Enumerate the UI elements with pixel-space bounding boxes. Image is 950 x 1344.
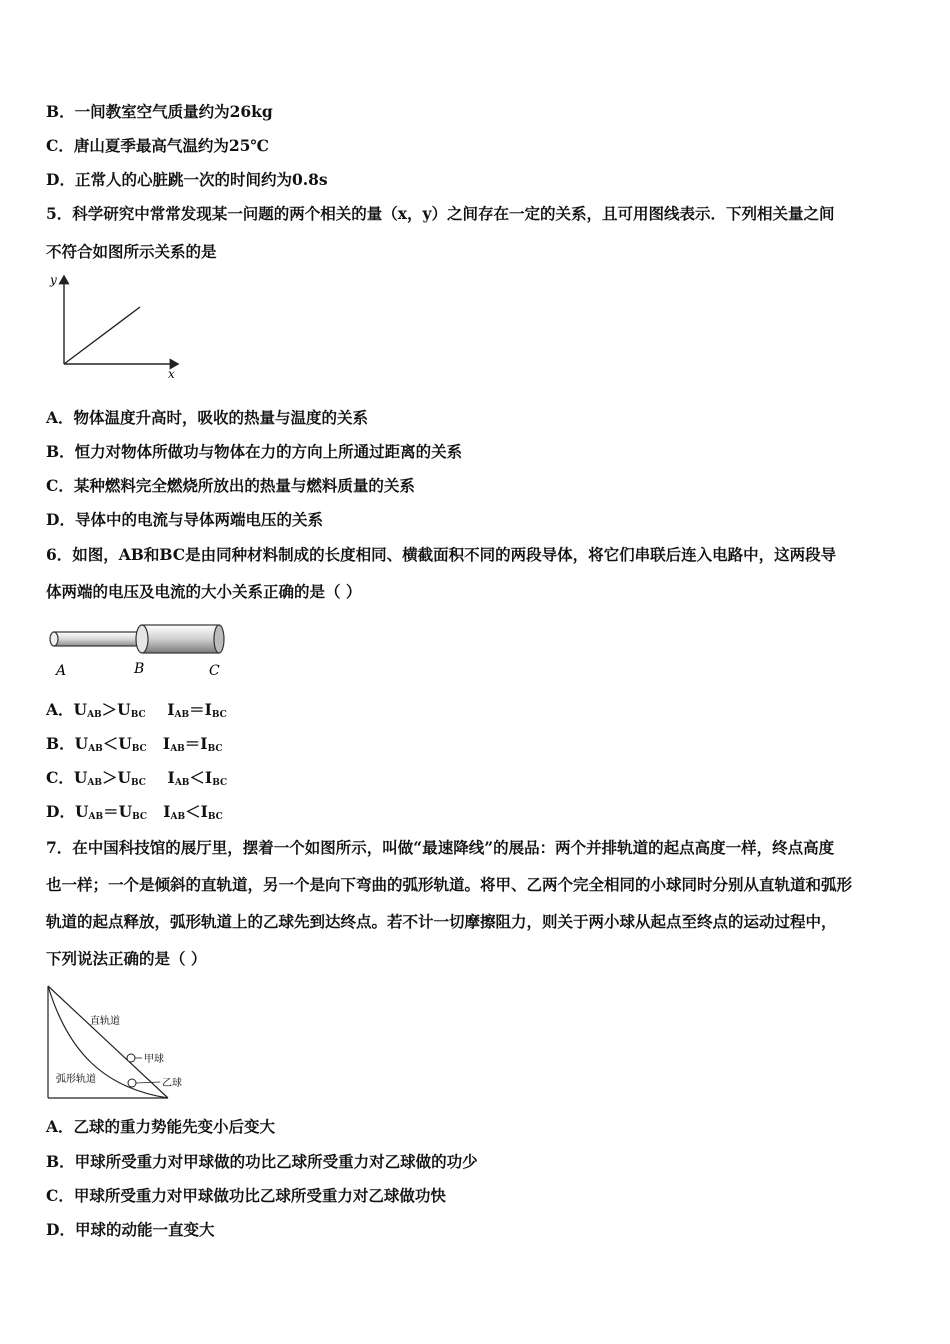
q5-option-c: C．某种燃料完全燃烧所放出的热量与燃料质量的关系 bbox=[46, 476, 415, 495]
point-c-label: C bbox=[209, 663, 220, 679]
q5-stem-line1: 5．科学研究中常常发现某一问题的两个相关的量（x，y）之间存在一定的关系，且可用图线表示．下列相关量之间 bbox=[46, 204, 835, 223]
q7-option-b: B．甲球所受重力对甲球做的功比乙球所受重力对乙球做的功少 bbox=[46, 1152, 478, 1171]
q7-stem-line3: 轨道的起点释放，弧形轨道上的乙球先到达终点。若不计一切摩擦阻力，则关于两小球从起点至终点的运动过程中， bbox=[46, 912, 837, 931]
q6-stem-line1: 6．如图，AB和BC是由同种材料制成的长度相同、横截面积不同的两段导体，将它们串联后连入电路中，这两段导 bbox=[46, 545, 837, 564]
q4-option-b: B．一间教室空气质量约为26kg bbox=[46, 102, 273, 121]
y-axis-label: y bbox=[50, 273, 57, 287]
q6-option-d: D．$U_{AB}=U_{BC}$ $I_{AB}<I_{BC}$ bbox=[46, 802, 223, 822]
q7-stem-line1: 7．在中国科技馆的展厅里，摆着一个如图所示，叫做“最速降线”的展品：两个并排轨道的起点高度一样，终点高度 bbox=[46, 838, 835, 857]
conductor-ab-end bbox=[50, 632, 58, 646]
q7-option-c: C．甲球所受重力对甲球做功比乙球所受重力对乙球做功快 bbox=[46, 1186, 446, 1205]
q4-option-c: C．唐山夏季最高气温约为25℃ bbox=[46, 136, 269, 155]
q7-option-a: A．乙球的重力势能先变小后变大 bbox=[46, 1117, 276, 1136]
q6-conductor-figure bbox=[44, 616, 234, 682]
label-arc-track: 弧形轨道 bbox=[56, 1074, 96, 1085]
q7-option-d: D．甲球的动能一直变大 bbox=[46, 1220, 215, 1239]
proportional-line bbox=[64, 307, 140, 364]
point-b-label: B bbox=[134, 661, 145, 677]
conductor-bc-end bbox=[214, 625, 224, 653]
ball-a bbox=[127, 1054, 135, 1062]
conductor-bc-start bbox=[136, 625, 148, 653]
q5-linear-graph bbox=[44, 270, 184, 382]
label-straight-track: 直轨道 bbox=[90, 1016, 120, 1027]
q6-option-c: C．$U_{AB}>U_{BC}$ $I_{AB}<I_{BC}$ bbox=[46, 768, 228, 788]
label-ball-a: 甲球 bbox=[144, 1054, 164, 1065]
conductor-ab bbox=[54, 632, 142, 646]
q5-option-d: D．导体中的电流与导体两端电压的关系 bbox=[46, 510, 323, 529]
q7-stem-line4: 下列说法正确的是（ ） bbox=[46, 949, 207, 968]
q6-stem-line2: 体两端的电压及电流的大小关系正确的是（ ） bbox=[46, 582, 362, 601]
q5-stem-line2: 不符合如图所示关系的是 bbox=[46, 242, 217, 261]
q5-option-a: A．物体温度升高时，吸收的热量与温度的关系 bbox=[46, 408, 369, 427]
q4-option-d: D．正常人的心脏跳一次的时间约为0.8s bbox=[46, 170, 328, 189]
q6-option-a: A．$U_{AB}>U_{BC}$ $I_{AB}=I_{BC}$ bbox=[46, 700, 227, 720]
q5-option-b: B．恒力对物体所做功与物体在力的方向上所通过距离的关系 bbox=[46, 442, 463, 461]
q7-brachistochrone-figure bbox=[44, 982, 204, 1102]
q7-stem-line2: 也一样；一个是倾斜的直轨道，另一个是向下弯曲的弧形轨道。将甲、乙两个完全相同的小球同时分别从直轨道和弧形 bbox=[46, 875, 853, 894]
x-axis-label: x bbox=[168, 367, 175, 381]
point-a-label: A bbox=[56, 663, 67, 679]
conductor-bc bbox=[142, 625, 219, 653]
label-ball-b: 乙球 bbox=[162, 1078, 182, 1089]
q6-option-b: B．$U_{AB}<U_{BC}$ $I_{AB}=I_{BC}$ bbox=[46, 734, 223, 754]
ball-b bbox=[128, 1079, 136, 1087]
